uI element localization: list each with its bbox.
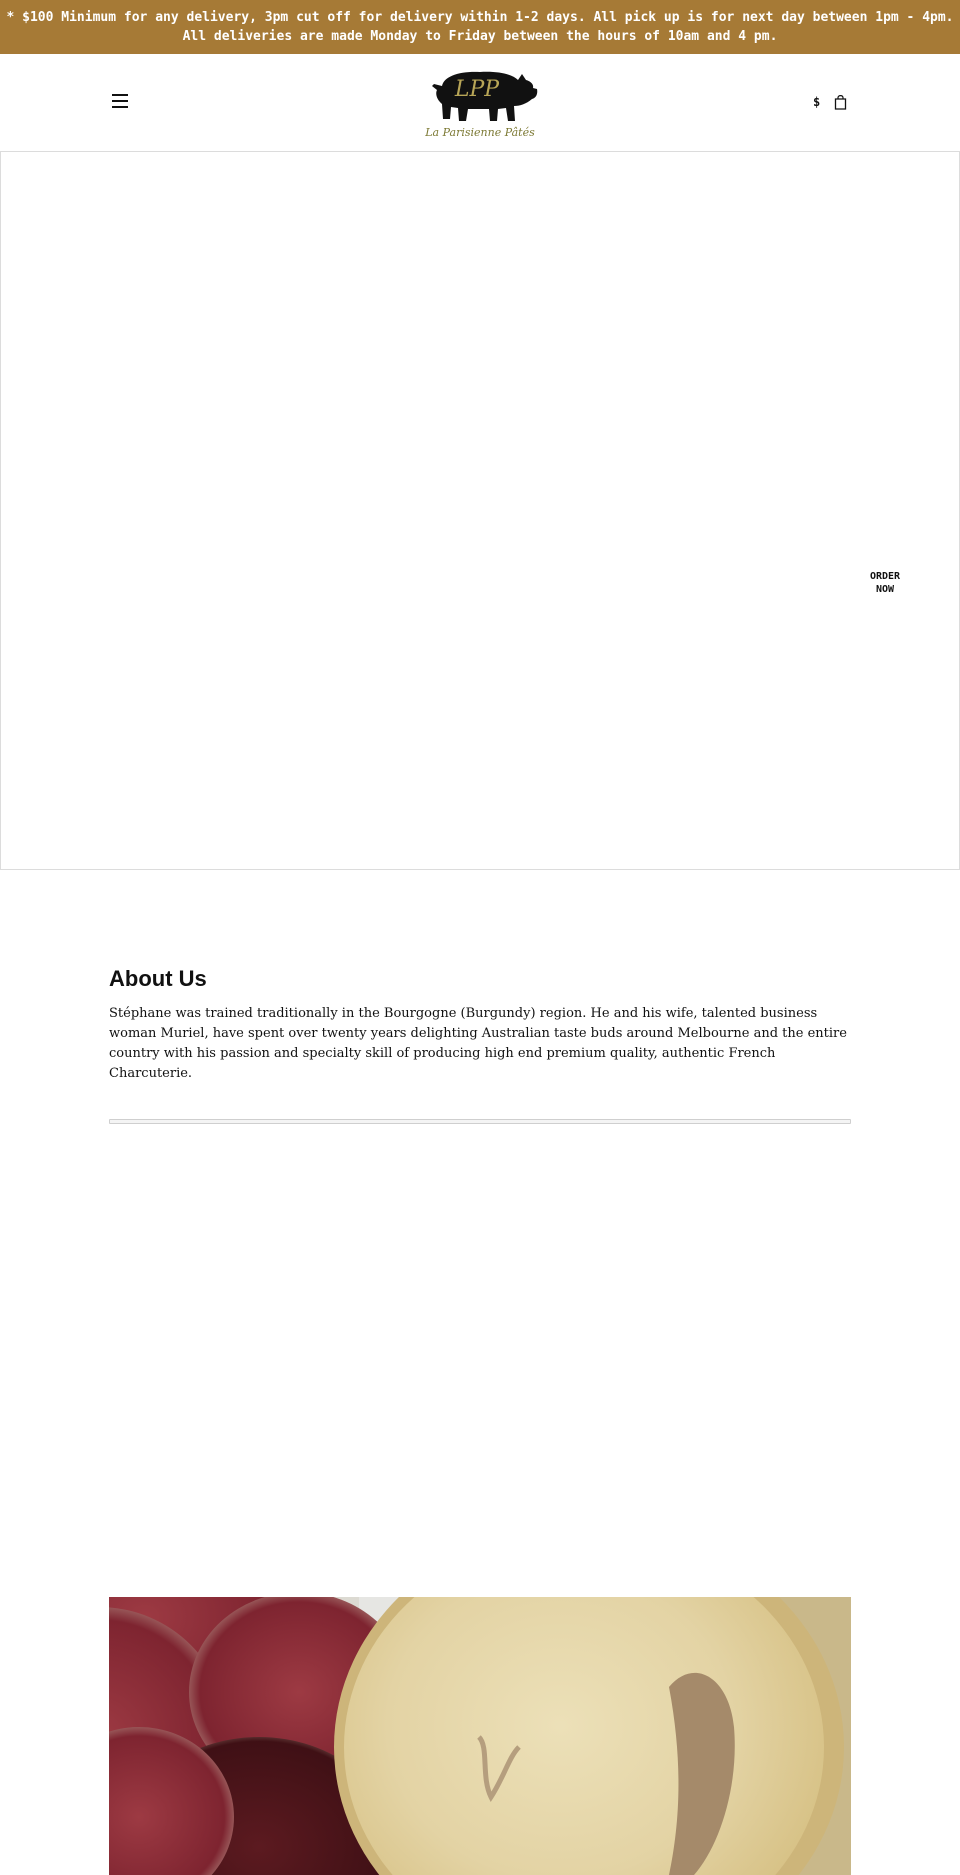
hero-banner (0, 151, 960, 870)
announcement-line-1: * $100 Minimum for any delivery, 3pm cut off for delivery within 1-2 days. All pick up is for next day between 1pm - 4pm. (6, 10, 954, 25)
svg-text:LPP: LPP (454, 77, 500, 102)
about-section (109, 964, 851, 1084)
logo-wordmark: La Parisienne Pâtés (425, 126, 535, 139)
about-heading: About Us (109, 966, 207, 991)
announcement-bar (0, 0, 960, 54)
order-now-button[interactable] (863, 570, 907, 596)
section-divider (109, 1119, 851, 1124)
announcement-line-2: All deliveries are made Monday to Friday between the hours of 10am and 4 pm. (182, 29, 778, 44)
site-header (0, 54, 960, 151)
charcuterie-photo (109, 1597, 851, 1875)
site-logo[interactable] (420, 64, 540, 142)
charcuterie-image (109, 1597, 851, 1875)
about-body: Stéphane was trained traditionally in the Bourgogne (Burgundy) region. He and his wife, talented business woman Muriel, have spent over twenty years delighting Australian taste buds around Melbourne and the entire country with his passion and specialty skill of producing high end premium quality, authentic French Charcuterie. (109, 1006, 847, 1081)
pig-logo-icon (420, 64, 540, 126)
shopping-bag-icon[interactable] (834, 95, 847, 110)
order-now-line-2: NOW (875, 584, 895, 595)
order-now-line-1: ORDER (869, 571, 901, 582)
hamburger-menu-icon[interactable] (112, 94, 128, 108)
currency-selector[interactable]: $ (813, 95, 821, 109)
